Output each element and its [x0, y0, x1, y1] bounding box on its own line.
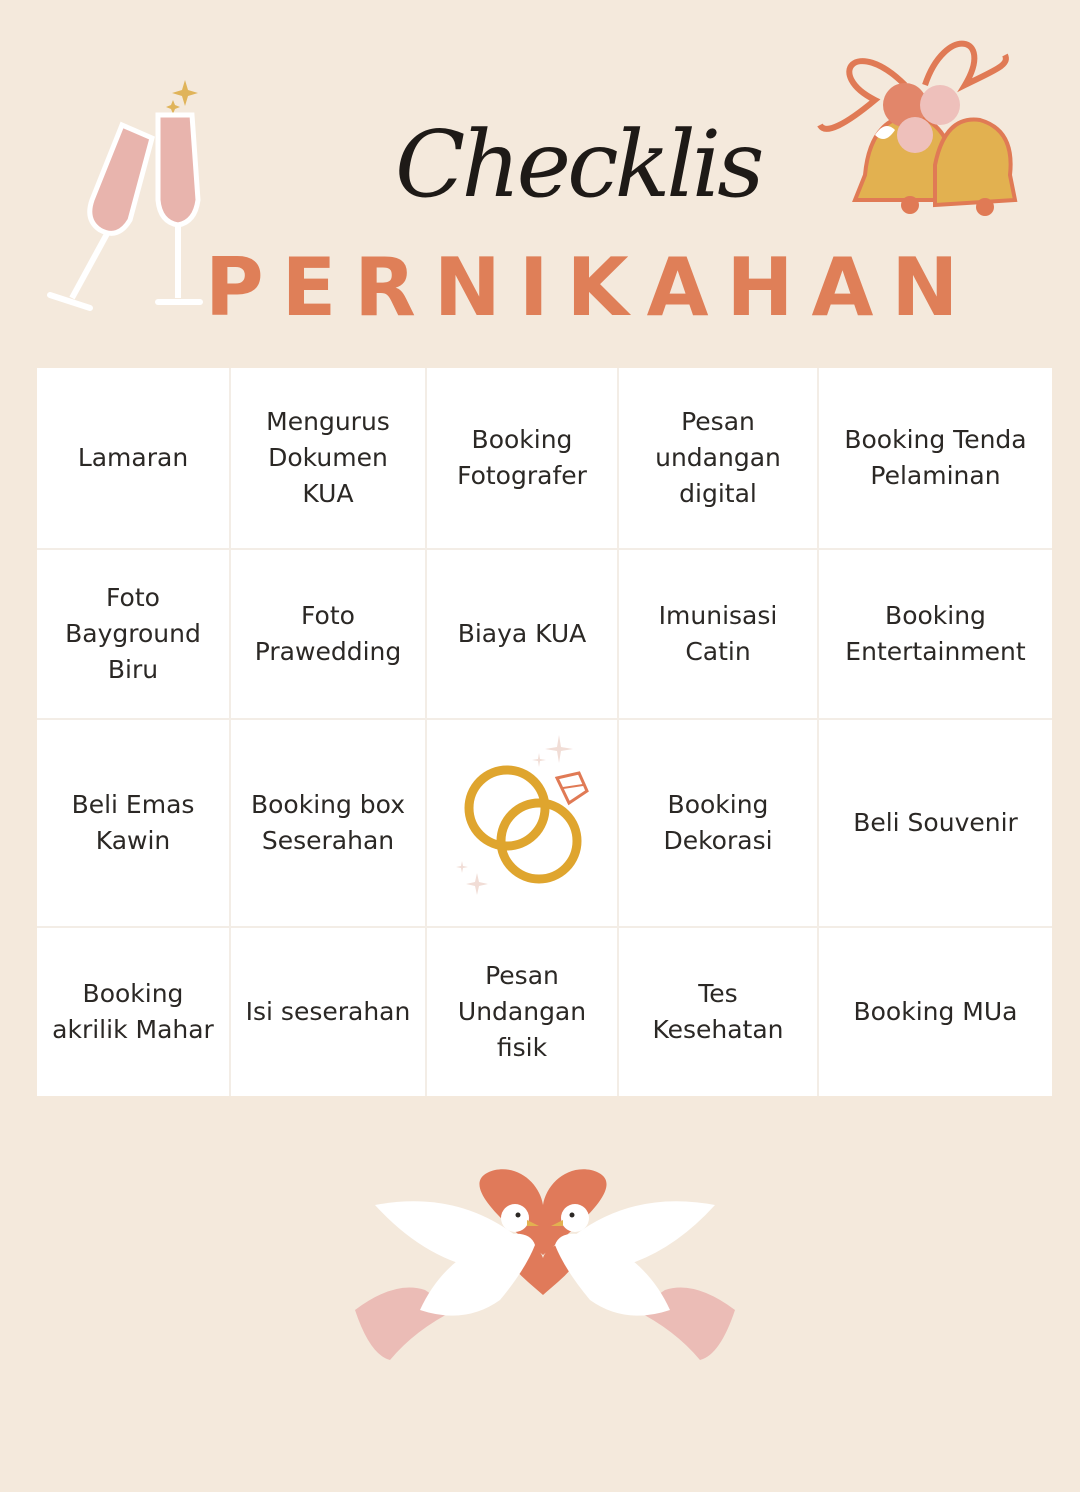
checklist-item-label: Beli Emas Kawin	[71, 790, 195, 855]
checklist-item-label: Booking Dekorasi	[663, 790, 773, 855]
checklist-item[interactable]	[231, 368, 427, 550]
checklist-item-label: Pesan Undangan fisik	[457, 961, 587, 1062]
checklist-item[interactable]	[819, 550, 1052, 720]
checklist-item-label: Lamaran	[77, 443, 189, 472]
checklist-item-label: Beli Souvenir	[853, 808, 1018, 837]
checklist-item-label: Mengurus Dokumen KUA	[266, 407, 390, 508]
checklist-item-label: Booking box Seserahan	[250, 790, 406, 855]
checklist-item[interactable]	[427, 928, 619, 1096]
champagne-glasses-icon	[30, 70, 220, 320]
checklist-item-label: Booking Fotografer	[457, 425, 587, 490]
checklist-item[interactable]	[619, 720, 819, 928]
checklist-item[interactable]	[37, 368, 231, 550]
checklist-item[interactable]	[231, 550, 427, 720]
checklist-item[interactable]	[427, 550, 619, 720]
checklist-item-label: Booking Tenda Pelaminan	[844, 425, 1027, 490]
checklist-item[interactable]	[37, 550, 231, 720]
checklist-item-label: Booking MUa	[853, 997, 1018, 1026]
love-doves-heart-icon	[335, 1160, 755, 1380]
checklist-item[interactable]	[819, 720, 1052, 928]
checklist-item-label: Booking akrilik Mahar	[52, 979, 214, 1044]
checklist-item[interactable]	[619, 550, 819, 720]
checklist-item-label: Biaya KUA	[457, 619, 587, 648]
checklist-item-label: Tes Kesehatan	[652, 979, 784, 1044]
title-main: PERNIKAHAN	[205, 241, 977, 334]
checklist-item-label: Isi seserahan	[245, 997, 411, 1026]
checklist-item[interactable]	[427, 368, 619, 550]
checklist-item[interactable]	[819, 928, 1052, 1096]
wedding-bells-icon	[815, 25, 1035, 235]
checklist-grid	[37, 368, 1052, 1096]
checklist-item-label: Imunisasi Catin	[658, 601, 778, 666]
center-free-space	[427, 720, 619, 928]
checklist-item-label: Foto Bayground Biru	[65, 583, 201, 684]
checklist-item-label: Foto Prawedding	[254, 601, 402, 666]
checklist-item[interactable]	[231, 928, 427, 1096]
checklist-item[interactable]	[231, 720, 427, 928]
checklist-item[interactable]	[819, 368, 1052, 550]
checklist-item-label: Booking Entertainment	[845, 601, 1026, 666]
checklist-item-label: Pesan undangan digital	[655, 407, 781, 508]
title-script: Checklis	[395, 111, 761, 218]
wedding-rings-icon	[447, 733, 597, 913]
checklist-item[interactable]	[619, 928, 819, 1096]
checklist-item[interactable]	[37, 720, 231, 928]
checklist-item[interactable]	[619, 368, 819, 550]
checklist-item[interactable]	[37, 928, 231, 1096]
